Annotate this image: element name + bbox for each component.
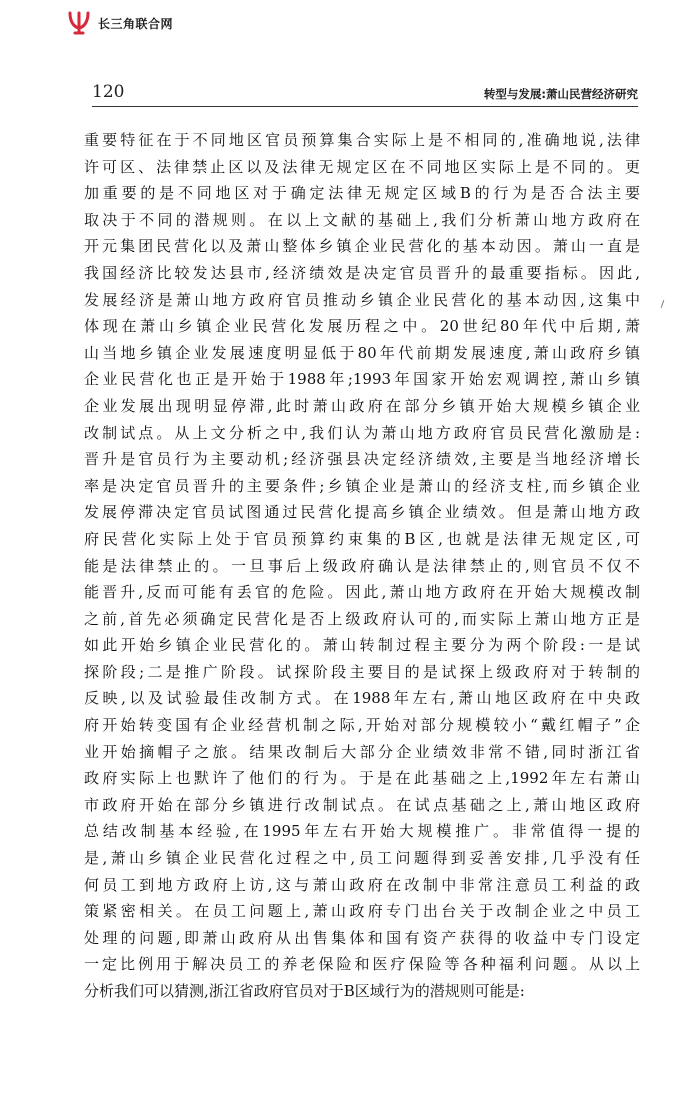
logo-text: 长三角联合网 [98, 16, 174, 31]
text-line: 总结改制基本经验,在1995年左右开始大规模推广。非常值得一提的 [84, 822, 640, 841]
text-line: 我国经济比较发达县市,经济绩效是决定官员晋升的最重要指标。因此, [84, 263, 640, 282]
text-line: 能是法律禁止的。一旦事后上级政府确认是法律禁止的,则官员不仅不 [84, 556, 640, 575]
text-line: 许可区、法律禁止区以及法律无规定区在不同地区实际上是不同的。更 [84, 157, 640, 176]
page-header [92, 76, 638, 107]
text-line: 体现在萧山乡镇企业民营化发展历程之中。20世纪80年代中后期,萧 [84, 317, 640, 336]
text-line: 业开始摘帽子之旅。结果改制后大部分企业绩效非常不错,同时浙江省 [84, 742, 640, 761]
text-line: 反映,以及试验最佳改制方式。在1988年左右,萧山地区政府在中央政 [84, 689, 640, 708]
text-line: 策紧密相关。在员工问题上,萧山政府专门出台关于改制企业之中员工 [84, 902, 640, 921]
text-line: 分析我们可以猜测,浙江省政府官员对于B区域行为的潜规则可能是: [84, 982, 525, 1000]
text-line: 如此开始乡镇企业民营化的。萧山转制过程主要分为两个阶段:一是试 [84, 636, 640, 655]
page-number: 120 [92, 82, 125, 102]
text-line: 率是决定官员晋升的主要条件;乡镇企业是萧山的经济支柱,而乡镇企业 [84, 476, 640, 495]
three-tail-emblem-icon [66, 10, 92, 36]
text-line: 发展停滞决定官员试图通过民营化提高乡镇企业绩效。但是萧山地方政 [84, 503, 640, 522]
text-line: 之前,首先必须确定民营化是否上级政府认可的,而实际上萧山地方正是 [84, 609, 640, 628]
text-line: 取决于不同的潜规则。在以上文献的基础上,我们分析萧山地方政府在 [84, 210, 640, 229]
text-line: 改制试点。从上文分析之中,我们认为萧山地方政府官员民营化激励是: [84, 423, 640, 442]
text-line: 政府实际上也默许了他们的行为。于是在此基础之上,1992年左右萧山 [84, 769, 640, 788]
text-line: 何员工到地方政府上访,这与萧山政府在改制中非常注意员工利益的政 [84, 875, 640, 894]
running-title: 转型与发展:萧山民营经济研究 [483, 87, 638, 101]
body-paragraph [84, 127, 640, 1005]
text-line: 探阶段;二是推广阶段。试探阶段主要目的是试探上级政府对于转制的 [84, 662, 640, 681]
text-line: 府民营化实际上处于官员预算约束集的B区,也就是法律无规定区,可 [84, 529, 640, 548]
text-line: 重要特征在于不同地区官员预算集合实际上是不相同的,准确地说,法律 [84, 131, 640, 149]
text-line: 企业民营化也正是开始于1988年;1993年国家开始宏观调控,萧山乡镇 [84, 370, 640, 389]
text-line: 企业发展出现明显停滞,此时萧山政府在部分乡镇开始大规模乡镇企业 [84, 396, 640, 415]
text-line: 处理的问题,即萧山政府从出售集体和国有资产获得的收益中专门设定 [84, 928, 640, 947]
text-line: 府开始转变国有企业经营机制之际,开始对部分规模较小“戴红帽子”企 [84, 716, 640, 735]
text-line: 加重要的是不同地区对于确定法律无规定区域B的行为是否合法主要 [84, 184, 640, 203]
text-line: 一定比例用于解决员工的养老保险和医疗保险等各种福利问题。从以上 [84, 955, 640, 974]
text-line: 晋升是官员行为主要动机;经济强县决定经济绩效,主要是当地经济增长 [84, 450, 640, 469]
site-logo [66, 8, 173, 38]
text-line: 发展经济是萧山地方政府官员推动乡镇企业民营化的基本动因,这集中 [84, 290, 640, 309]
text-line: 是,萧山乡镇企业民营化过程之中,员工问题得到妥善安排,几乎没有任 [84, 849, 640, 868]
scan-mark [661, 300, 665, 308]
text-line: 开元集团民营化以及萧山整体乡镇企业民营化的基本动因。萧山一直是 [84, 237, 640, 256]
text-line: 能晋升,反而可能有丢官的危险。因此,萧山地方政府在开始大规模改制 [84, 583, 640, 602]
text-line: 市政府开始在部分乡镇进行改制试点。在试点基础之上,萧山地区政府 [84, 795, 640, 814]
text-line: 山当地乡镇企业发展速度明显低于80年代前期发展速度,萧山政府乡镇 [84, 343, 640, 362]
